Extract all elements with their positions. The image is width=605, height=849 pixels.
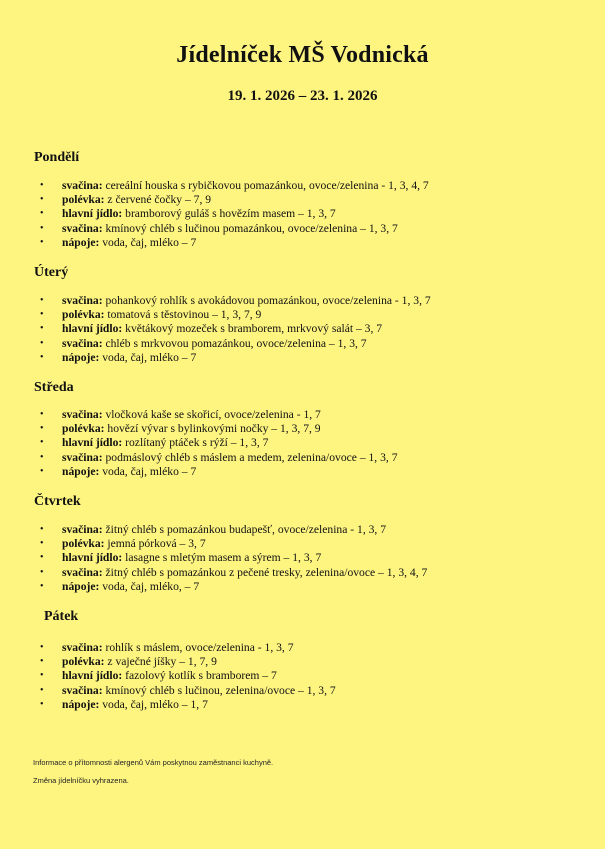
day-items-friday xyxy=(0,641,336,712)
menu-item xyxy=(0,537,427,551)
menu-item xyxy=(0,222,429,236)
menu-item xyxy=(0,308,431,322)
menu-item xyxy=(0,179,429,193)
item-text: voda, čaj, mléko – 7 xyxy=(99,464,197,478)
day-items-wednesday xyxy=(0,408,398,479)
menu-item xyxy=(0,551,427,565)
item-label: svačina: xyxy=(62,683,103,697)
menu-item xyxy=(0,207,429,221)
menu-item xyxy=(0,322,431,336)
item-label: nápoje: xyxy=(62,579,100,593)
menu-item xyxy=(0,655,336,669)
change-note: Změna jídelníčku vyhrazena. xyxy=(33,776,129,785)
bullet-icon: • xyxy=(40,222,44,234)
item-label: svačina: xyxy=(62,179,103,192)
item-label: nápoje: xyxy=(62,464,100,478)
item-label: nápoje: xyxy=(62,235,100,249)
bullet-icon: • xyxy=(40,642,44,653)
menu-item xyxy=(0,337,431,351)
day-heading-monday: Pondělí xyxy=(34,150,80,165)
item-text: lasagne s mletým masem a sýrem – 1, 3, 7 xyxy=(122,551,322,565)
day-heading-friday: Pátek xyxy=(44,609,79,624)
item-text: cereální houska s rybičkovou pomazánkou, ovoce/zelenina - 1, 3, 4, 7 xyxy=(102,179,429,192)
item-text: voda, čaj, mléko – 7 xyxy=(99,350,197,364)
menu-item xyxy=(0,236,429,250)
item-label: svačina: xyxy=(62,641,103,654)
item-label: nápoje: xyxy=(62,350,100,364)
day-heading-tuesday: Úterý xyxy=(34,265,69,280)
item-label: nápoje: xyxy=(62,697,100,711)
menu-item xyxy=(0,436,398,450)
day-items-thursday xyxy=(0,523,427,594)
bullet-icon: • xyxy=(40,684,44,696)
menu-item xyxy=(0,294,431,308)
bullet-icon: • xyxy=(40,580,44,592)
day-heading-thursday: Čtvrtek xyxy=(34,494,81,509)
menu-item xyxy=(0,641,336,655)
menu-item xyxy=(0,669,336,683)
item-label: polévka: xyxy=(62,193,105,207)
bullet-icon: • xyxy=(40,236,44,248)
bullet-icon: • xyxy=(40,351,44,363)
menu-item xyxy=(0,422,398,436)
menu-item xyxy=(0,465,398,479)
item-label: polévka: xyxy=(62,422,105,436)
day-items-monday xyxy=(0,179,429,250)
menu-item xyxy=(0,580,427,594)
bullet-icon: • xyxy=(40,409,44,420)
item-label: svačina: xyxy=(62,294,103,307)
bullet-icon: • xyxy=(40,670,44,682)
item-text: tomatová s těstovinou – 1, 3, 7, 9 xyxy=(104,308,262,322)
item-label: hlavní jídlo: xyxy=(62,669,123,683)
bullet-icon: • xyxy=(40,194,44,206)
day-heading-wednesday: Středa xyxy=(34,380,74,395)
item-label: polévka: xyxy=(62,655,105,669)
bullet-icon: • xyxy=(40,451,44,463)
menu-item xyxy=(0,451,398,465)
allergen-note: Informace o přítomnosti alergenů Vám poskytnou zaměstnanci kuchyně. xyxy=(33,758,274,767)
item-text: hovězí vývar s bylinkovými nočky – 1, 3, 7, 9 xyxy=(104,422,321,436)
bullet-icon: • xyxy=(40,323,44,335)
item-text: voda, čaj, mléko – 7 xyxy=(99,235,197,249)
item-text: kmínový chléb s lučinou pomazánkou, ovoce/zelenina – 1, 3, 7 xyxy=(102,221,398,235)
bullet-icon: • xyxy=(40,309,44,321)
menu-item xyxy=(0,351,431,365)
item-text: žitný chléb s pomazánkou budapešť, ovoce/zelenina - 1, 3, 7 xyxy=(102,523,387,536)
item-text: fazolový kotlík s bramborem – 7 xyxy=(122,669,277,683)
day-items-tuesday xyxy=(0,294,431,365)
item-text: bramborový guláš s hovězím masem – 1, 3, 7 xyxy=(122,207,336,221)
item-text: voda, čaj, mléko – 1, 7 xyxy=(99,697,208,711)
bullet-icon: • xyxy=(40,698,44,710)
bullet-icon: • xyxy=(40,337,44,349)
bullet-icon: • xyxy=(40,437,44,449)
bullet-icon: • xyxy=(40,524,44,535)
bullet-icon: • xyxy=(40,552,44,564)
item-label: hlavní jídlo: xyxy=(62,551,123,565)
item-label: svačina: xyxy=(62,336,103,350)
item-label: polévka: xyxy=(62,308,105,322)
item-text: z červené čočky – 7, 9 xyxy=(104,193,212,207)
item-text: rozlítaný ptáček s rýží – 1, 3, 7 xyxy=(122,436,269,450)
item-text: z vaječné jíšky – 1, 7, 9 xyxy=(104,655,217,669)
bullet-icon: • xyxy=(40,208,44,220)
bullet-icon: • xyxy=(40,180,44,191)
date-range: 19. 1. 2026 – 23. 1. 2026 xyxy=(227,88,378,104)
item-text: voda, čaj, mléko, – 7 xyxy=(99,579,200,593)
item-text: pohankový rohlík s avokádovou pomazánkou, ovoce/zelenina - 1, 3, 7 xyxy=(102,294,431,307)
bullet-icon: • xyxy=(40,465,44,477)
menu-item xyxy=(0,408,398,422)
bullet-icon: • xyxy=(40,423,44,435)
item-label: svačina: xyxy=(62,408,103,421)
item-label: hlavní jídlo: xyxy=(62,207,123,221)
bullet-icon: • xyxy=(40,538,44,550)
page-title: Jídelníček MŠ Vodnická xyxy=(176,42,429,68)
bullet-icon: • xyxy=(40,566,44,578)
bullet-icon: • xyxy=(40,656,44,668)
menu-item xyxy=(0,523,427,537)
item-text: kmínový chléb s lučinou, zelenina/ovoce – 1, 3, 7 xyxy=(102,683,336,697)
item-text: podmáslový chléb s máslem a medem, zelenina/ovoce – 1, 3, 7 xyxy=(102,450,398,464)
item-label: hlavní jídlo: xyxy=(62,436,123,450)
item-label: svačina: xyxy=(62,221,103,235)
menu-item xyxy=(0,566,427,580)
item-text: vločková kaše se skořicí, ovoce/zelenina - 1, 7 xyxy=(102,408,321,421)
item-label: svačina: xyxy=(62,565,103,579)
item-text: žitný chléb s pomazánkou z pečené tresky, zelenina/ovoce – 1, 3, 4, 7 xyxy=(102,565,428,579)
menu-item xyxy=(0,193,429,207)
item-label: svačina: xyxy=(62,523,103,536)
item-text: květákový mozeček s bramborem, mrkvový salát – 3, 7 xyxy=(122,322,383,336)
item-text: jemná pórková – 3, 7 xyxy=(104,537,206,551)
menu-item xyxy=(0,684,336,698)
item-text: rohlík s máslem, ovoce/zelenina - 1, 3, 7 xyxy=(102,641,294,654)
item-label: svačina: xyxy=(62,450,103,464)
bullet-icon: • xyxy=(40,295,44,306)
item-label: hlavní jídlo: xyxy=(62,322,123,336)
menu-item xyxy=(0,698,336,712)
item-label: polévka: xyxy=(62,537,105,551)
item-text: chléb s mrkvovou pomazánkou, ovoce/zelenina – 1, 3, 7 xyxy=(102,336,367,350)
